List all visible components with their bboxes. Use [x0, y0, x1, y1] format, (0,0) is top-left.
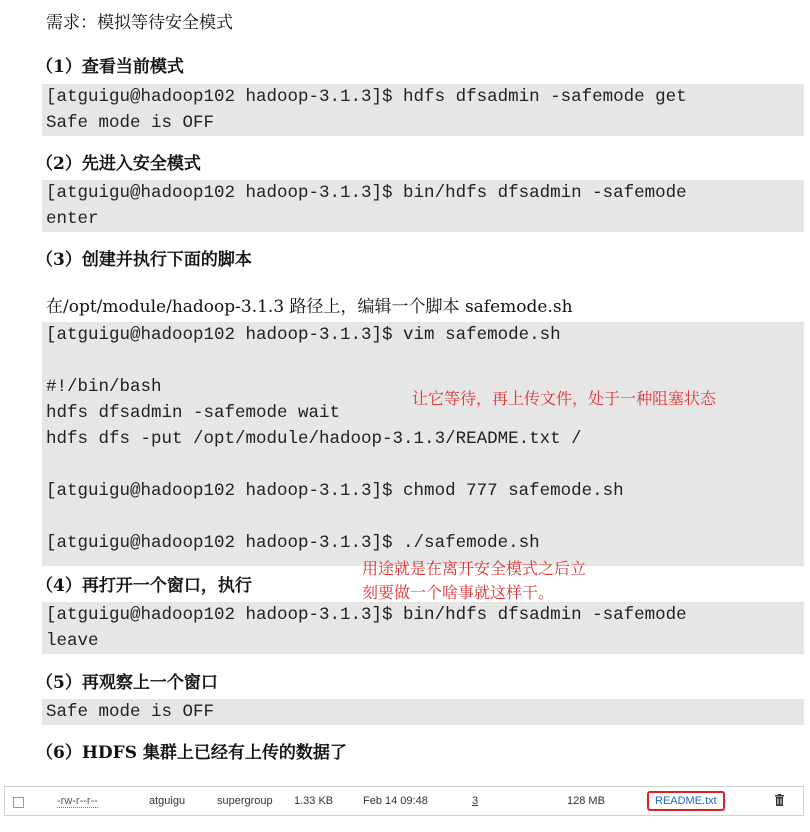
step1-heading: （1）查看当前模式: [36, 57, 184, 77]
code-line: [atguigu@hadoop102 hadoop-3.1.3]$ ./safemode.sh: [46, 533, 540, 553]
file-owner: atguigu: [149, 795, 186, 807]
code-line: Safe mode is OFF: [46, 702, 215, 722]
code-line: [46, 452, 804, 478]
step1-code-block: [42, 84, 804, 136]
code-line: [atguigu@hadoop102 hadoop-3.1.3]$ vim safemode.sh: [46, 325, 561, 345]
annotation-purpose-line2: 刻要做一个啥事就这样干。: [362, 583, 555, 602]
code-line: [46, 348, 804, 374]
hdfs-file-row: [4, 786, 804, 816]
step2-heading: （2）先进入安全模式: [36, 154, 201, 174]
file-group: supergroup: [217, 795, 273, 807]
code-line: [atguigu@hadoop102 hadoop-3.1.3]$ bin/hdfs dfsadmin -safemode: [46, 605, 687, 625]
step4-code-block: [42, 602, 804, 654]
code-line: hdfs dfsadmin -safemode wait: [46, 403, 341, 423]
file-permission: -rw-r--r--: [57, 795, 98, 807]
trash-icon[interactable]: [775, 794, 784, 806]
file-size: 1.33 KB: [294, 795, 334, 807]
code-line: hdfs dfs -put /opt/module/hadoop-3.1.3/README.txt /: [46, 429, 582, 449]
code-line: [46, 504, 804, 530]
step4-heading: （4）再打开一个窗口，执行: [36, 576, 252, 596]
code-line: Safe mode is OFF: [46, 113, 215, 133]
file-modified: Feb 14 09:48: [363, 795, 428, 807]
step3-heading: （3）创建并执行下面的脚本: [36, 250, 252, 270]
code-line: [atguigu@hadoop102 hadoop-3.1.3]$ chmod 777 safemode.sh: [46, 481, 624, 501]
annotation-blocking: 让它等待，再上传文件，处于一种阻塞状态: [412, 389, 717, 408]
step3-text: 在/opt/module/hadoop-3.1.3 路径上，编辑一个脚本 safemode.sh: [46, 297, 573, 317]
step5-heading: （5）再观察上一个窗口: [36, 673, 218, 693]
file-name-link[interactable]: README.txt: [647, 791, 725, 811]
file-block-size: 128 MB: [567, 795, 605, 807]
step5-code-block: [42, 699, 804, 725]
code-line: leave: [46, 631, 99, 651]
row-checkbox[interactable]: [13, 797, 24, 808]
code-line: #!/bin/bash: [46, 377, 162, 397]
requirement-text: 需求：模拟等待安全模式: [46, 13, 233, 33]
annotation-purpose-line1: 用途就是在离开安全模式之后立: [362, 559, 587, 578]
code-line: enter: [46, 209, 99, 229]
step6-heading: （6）HDFS 集群上已经有上传的数据了: [36, 743, 347, 763]
step2-code-block: [42, 180, 804, 232]
code-line: [atguigu@hadoop102 hadoop-3.1.3]$ bin/hdfs dfsadmin -safemode: [46, 183, 687, 203]
file-replication[interactable]: 3: [472, 795, 479, 807]
step3-code-block: [42, 322, 804, 566]
code-line: [atguigu@hadoop102 hadoop-3.1.3]$ hdfs dfsadmin -safemode get: [46, 87, 687, 107]
